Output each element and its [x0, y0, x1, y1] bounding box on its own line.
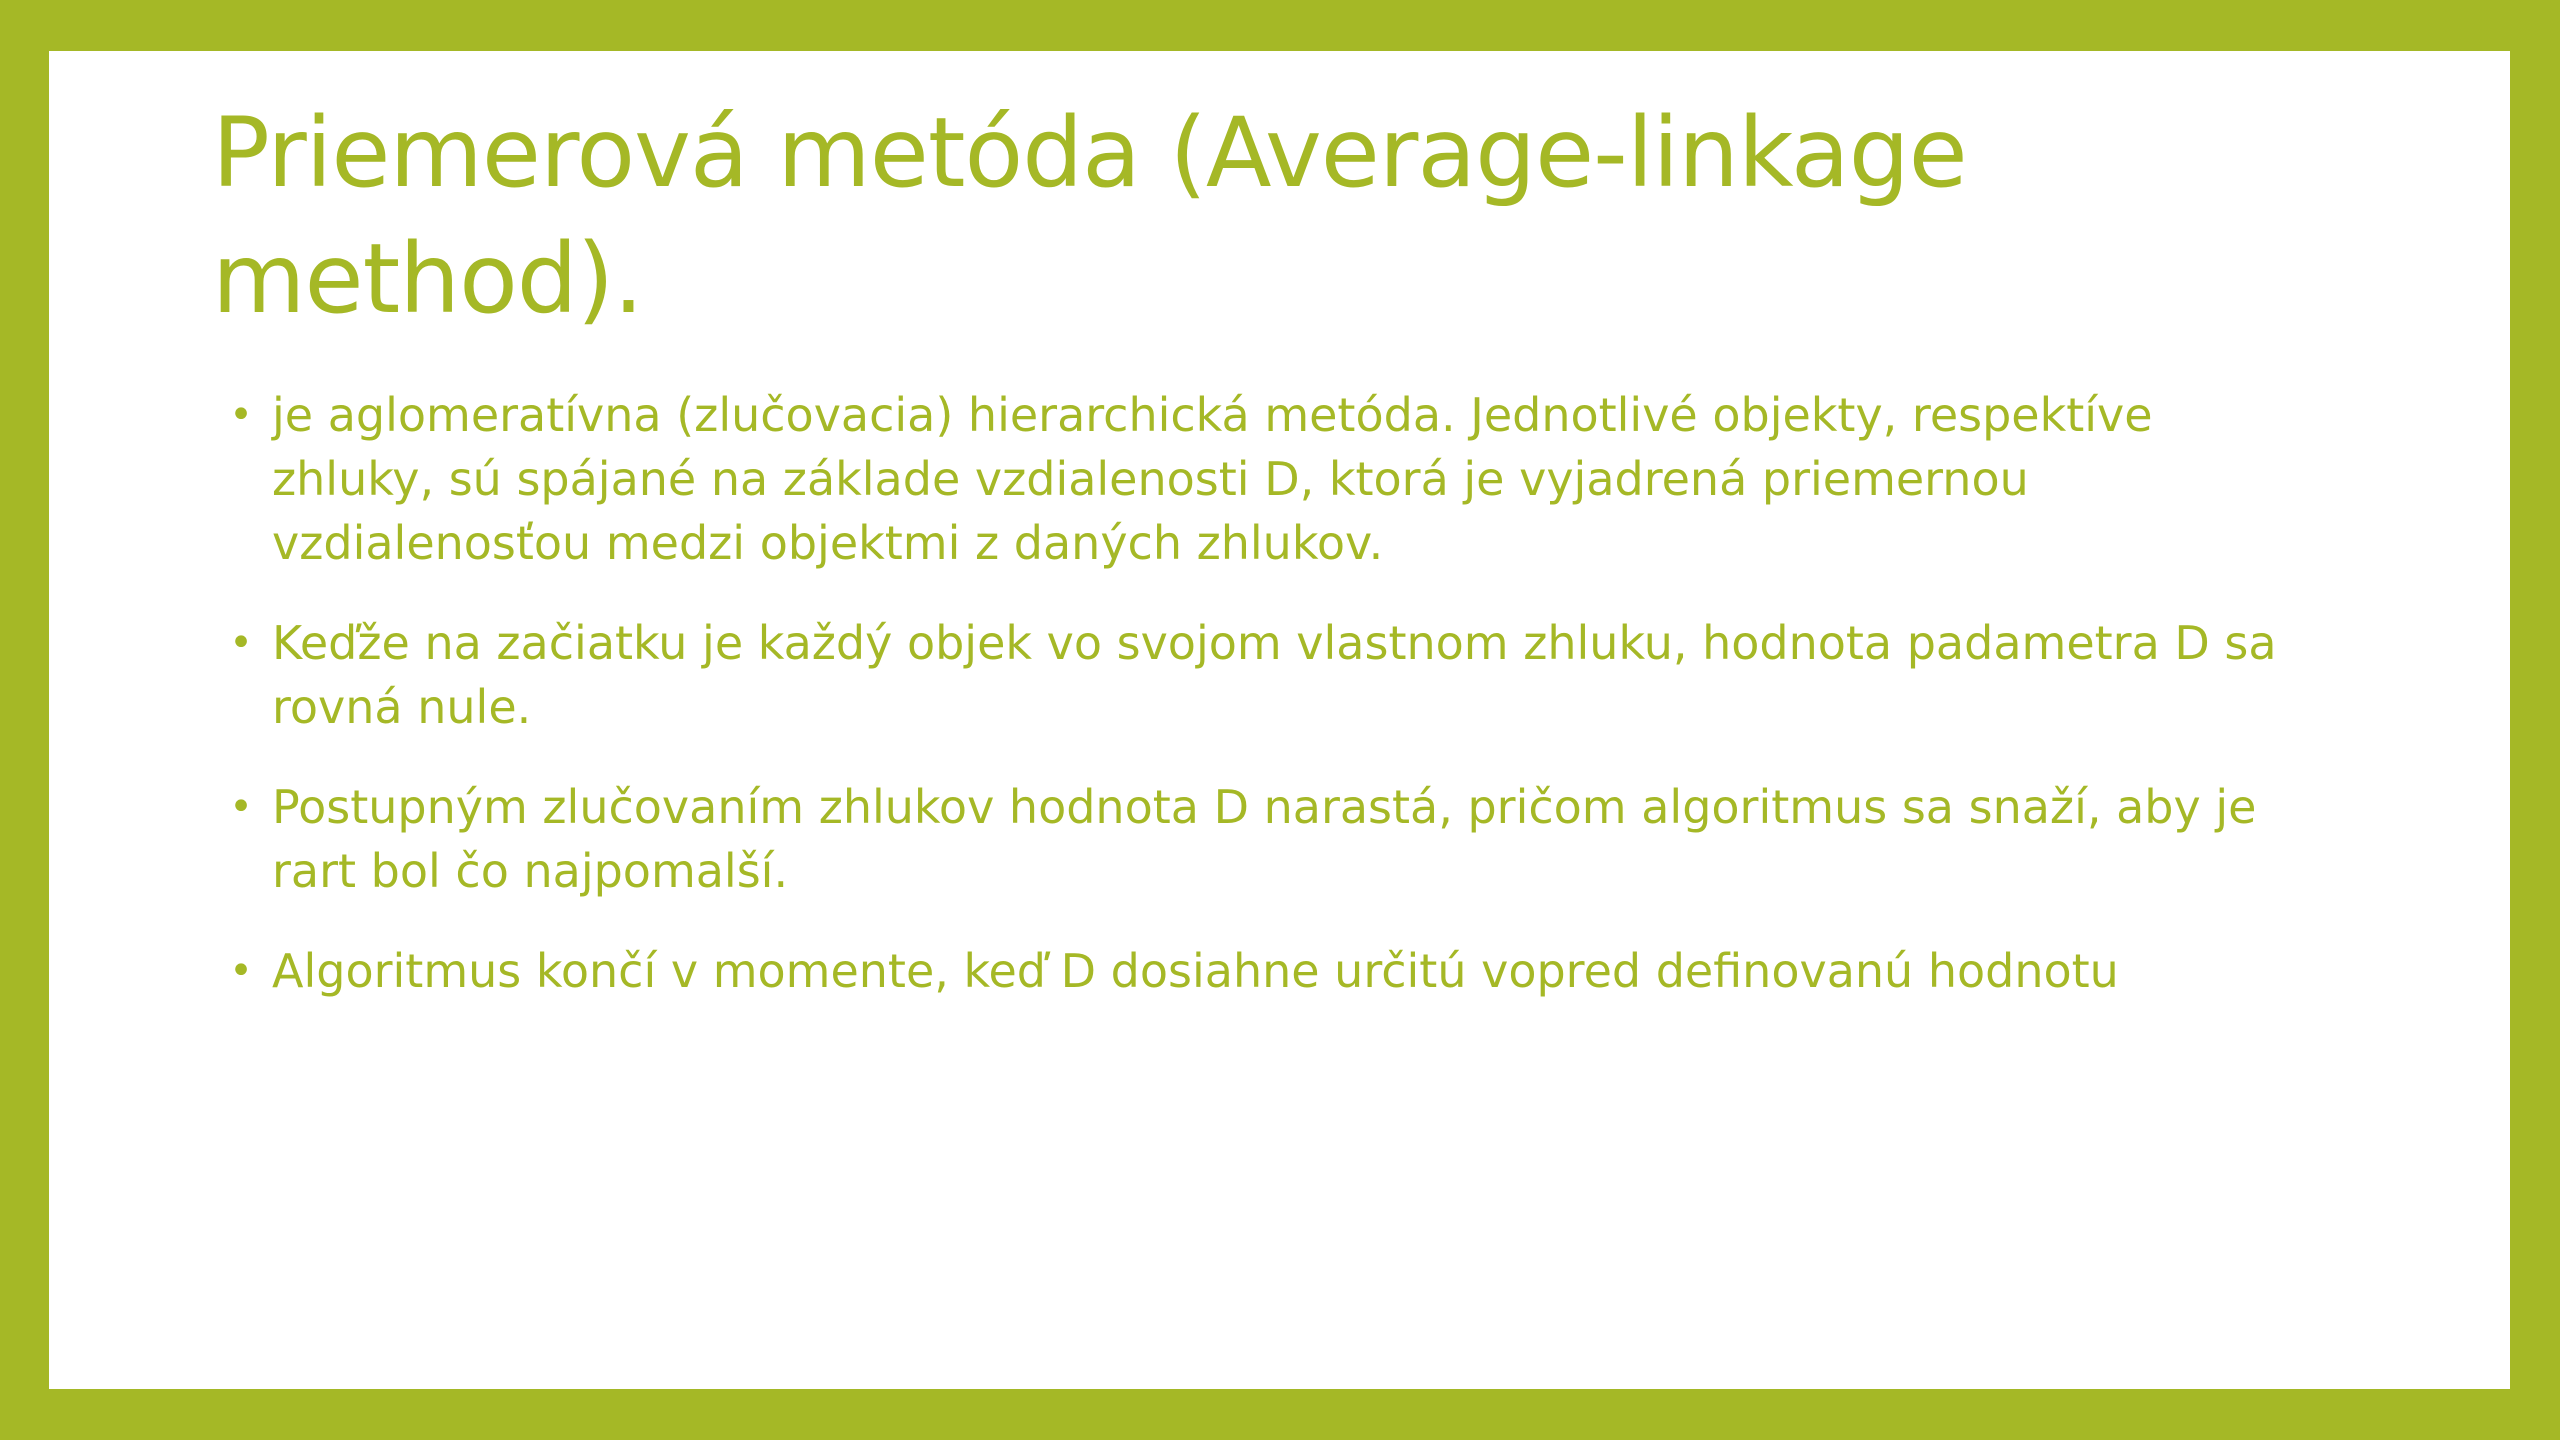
bullet-item [226, 611, 2326, 739]
bullet-icon: • [229, 784, 253, 830]
bullet-list [226, 383, 2326, 1039]
bullet-icon: • [229, 948, 253, 994]
bullet-icon: • [229, 620, 253, 666]
bullet-text: je aglomeratívna (zlučovacia) hierarchická metóda. Jednotlivé objekty, respektíve zhluky, sú spájané na základe vzdialenosti D, ktorá je vyjadrená priemernou vzdialenosťou medzi objektmi z daných zhlukov. [272, 388, 2153, 570]
bullet-item [226, 939, 2326, 1003]
slide-title: Priemerová metóda (Average-linkage method). [212, 97, 1967, 335]
bullet-item [226, 383, 2326, 575]
bullet-text: Algoritmus končí v momente, keď D dosiahne určitú vopred definovanú hodnotu [272, 944, 2119, 998]
bullet-item [226, 775, 2326, 903]
bullet-icon: • [229, 392, 253, 438]
bullet-text: Keďže na začiatku je každý objek vo svojom vlastnom zhluku, hodnota padametra D sa rovná nule. [272, 616, 2277, 734]
bullet-text: Postupným zlučovaním zhlukov hodnota D narastá, pričom algoritmus sa snaží, aby je rart bol čo najpomalší. [272, 780, 2257, 898]
